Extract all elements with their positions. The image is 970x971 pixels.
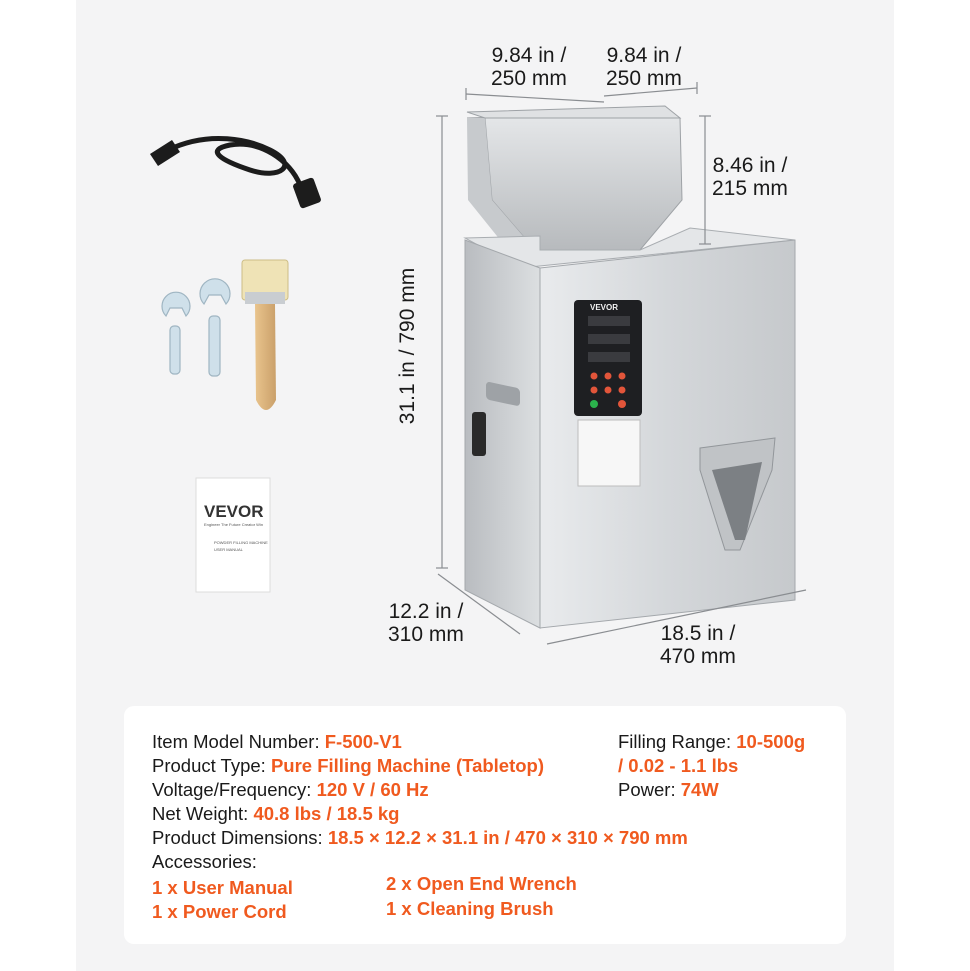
hopper-height-dimension: 8.46 in / 215 mm [712, 154, 788, 200]
hopper-left-dimension: 9.84 in / 250 mm [491, 44, 567, 90]
wrench-image [162, 279, 230, 376]
brush-image [242, 260, 288, 410]
spec-weight: Net Weight: 40.8 lbs / 18.5 kg [152, 803, 400, 824]
accessory-open-end-wrench: 2 x Open End Wrench [386, 873, 577, 894]
spec-filling-range-lbs: / 0.02 - 1.1 lbs [618, 755, 739, 776]
spec-voltage: Voltage/Frequency: 120 V / 60 Hz [152, 779, 429, 800]
spec-accessories-label: Accessories: [152, 851, 257, 872]
accessory-user-manual: 1 x User Manual [152, 877, 293, 898]
width-dimension: 18.5 in / 470 mm [660, 622, 736, 668]
power-cord-image [150, 138, 322, 209]
user-manual-image [196, 478, 270, 592]
manual-brand: VEVOR [204, 502, 264, 521]
spec-type: Product Type: Pure Filling Machine (Tabletop) [152, 755, 545, 776]
spec-dimensions: Product Dimensions: 18.5 × 12.2 × 31.1 in / 470 × 310 × 790 mm [152, 827, 688, 848]
panel-brand: VEVOR [590, 303, 619, 312]
manual-title-line1: POWDER FILLING MACHINE [214, 540, 268, 545]
depth-dimension: 12.2 in / 310 mm [388, 600, 464, 646]
accessory-cleaning-brush: 1 x Cleaning Brush [386, 898, 554, 919]
total-height-dimension: 31.1 in / 790 mm [396, 267, 419, 425]
spec-model: Item Model Number: F-500-V1 [152, 731, 402, 752]
hopper-right-dimension: 9.84 in / 250 mm [606, 44, 682, 90]
manual-title-line2: USER MANUAL [214, 547, 243, 552]
spec-power: Power: 74W [618, 779, 719, 800]
manual-tagline: Engineer The Future Creator Win [204, 522, 264, 527]
accessory-power-cord: 1 x Power Cord [152, 901, 287, 922]
spec-filling-range: Filling Range: 10-500g [618, 731, 806, 752]
